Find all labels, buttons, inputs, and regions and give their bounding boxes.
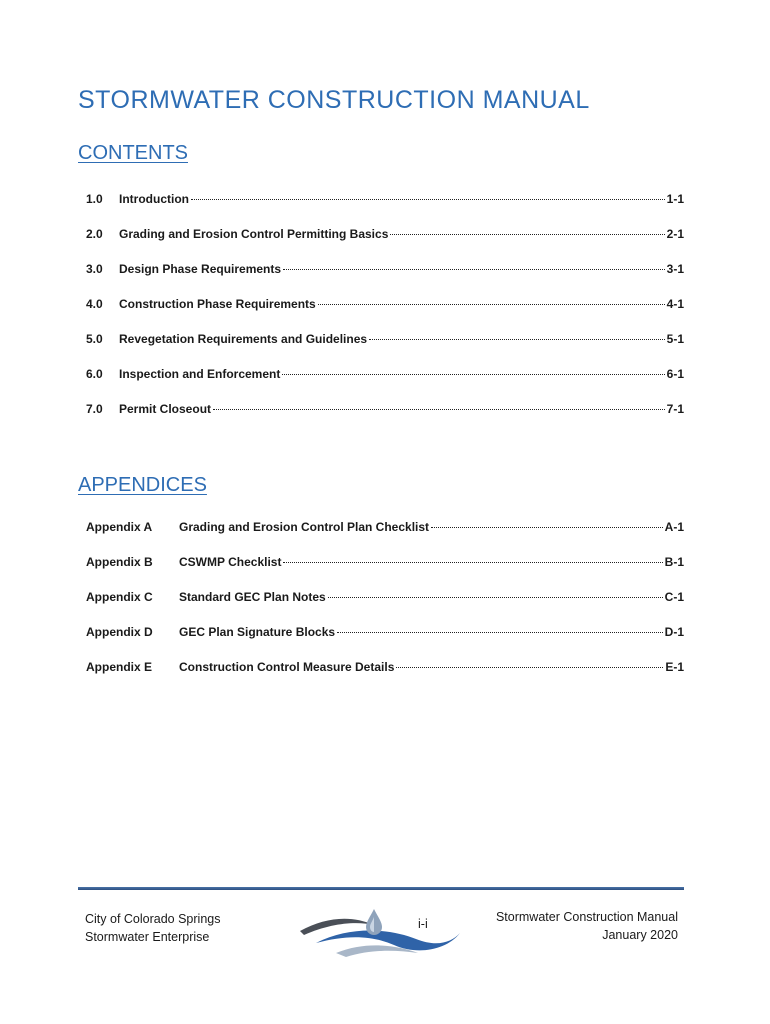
toc-entry-label: Introduction xyxy=(119,192,189,206)
toc-entry-revegetation[interactable] xyxy=(86,332,684,348)
appendix-entry-number: Appendix C xyxy=(86,590,153,604)
appendix-entry-e[interactable] xyxy=(86,660,684,676)
appendix-entry-page: B-1 xyxy=(664,555,684,569)
appendix-entry-label: Construction Control Measure Details xyxy=(179,660,395,674)
toc-entry-page: 4-1 xyxy=(666,297,684,311)
toc-entry-number: 4.0 xyxy=(86,297,103,311)
toc-entry-page: 1-1 xyxy=(666,192,684,206)
toc-entry-number: 7.0 xyxy=(86,402,103,416)
toc-entry-page: 7-1 xyxy=(666,402,684,416)
dot-leader xyxy=(369,329,665,340)
appendix-entry-d[interactable] xyxy=(86,625,684,641)
appendices-heading: APPENDICES xyxy=(78,474,207,496)
appendix-entry-label: Standard GEC Plan Notes xyxy=(179,590,326,604)
appendix-entry-page: A-1 xyxy=(664,520,684,534)
toc-entry-label: Design Phase Requirements xyxy=(119,262,282,276)
dot-leader xyxy=(390,224,664,235)
appendix-entry-label: CSWMP Checklist xyxy=(179,555,282,569)
contents-heading: CONTENTS xyxy=(78,142,188,164)
toc-entry-number: 1.0 xyxy=(86,192,103,206)
dot-leader xyxy=(337,622,663,633)
toc-entry-page: 6-1 xyxy=(666,367,684,381)
appendix-entry-page: D-1 xyxy=(664,625,684,639)
dot-leader xyxy=(213,399,665,410)
toc-entry-label: Revegetation Requirements and Guidelines xyxy=(119,332,368,346)
toc-entry-number: 2.0 xyxy=(86,227,103,241)
toc-entry-introduction[interactable] xyxy=(86,192,684,208)
toc-entry-construction-phase[interactable] xyxy=(86,297,684,313)
toc-entry-permit-closeout[interactable] xyxy=(86,402,684,418)
dot-leader xyxy=(191,189,665,200)
appendix-entry-number: Appendix E xyxy=(86,660,153,674)
dot-leader xyxy=(283,259,665,270)
dot-leader xyxy=(431,517,663,528)
appendix-entry-label: GEC Plan Signature Blocks xyxy=(179,625,336,639)
appendix-entry-number: Appendix A xyxy=(86,520,153,534)
toc-entry-number: 5.0 xyxy=(86,332,103,346)
toc-entry-label: Permit Closeout xyxy=(119,402,212,416)
appendix-entry-a[interactable] xyxy=(86,520,684,536)
footer-organization xyxy=(85,910,220,946)
toc-entry-page: 3-1 xyxy=(666,262,684,276)
toc-entry-label: Construction Phase Requirements xyxy=(119,297,316,311)
appendix-entry-number: Appendix B xyxy=(86,555,153,569)
footer-rule xyxy=(78,887,684,890)
footer-doc-line2: January 2020 xyxy=(602,928,678,942)
dot-leader xyxy=(328,587,663,598)
toc-entry-permitting-basics[interactable] xyxy=(86,227,684,243)
dot-leader xyxy=(318,294,665,305)
toc-entry-number: 3.0 xyxy=(86,262,103,276)
appendix-entry-b[interactable] xyxy=(86,555,684,571)
toc-entry-page: 5-1 xyxy=(666,332,684,346)
toc-entry-number: 6.0 xyxy=(86,367,103,381)
footer-org-line2: Stormwater Enterprise xyxy=(85,930,210,944)
toc-entry-label: Inspection and Enforcement xyxy=(119,367,281,381)
dot-leader xyxy=(283,552,662,563)
appendix-entry-label: Grading and Erosion Control Plan Checklist xyxy=(179,520,430,534)
appendix-entry-page: C-1 xyxy=(664,590,684,604)
footer-doc-line1: Stormwater Construction Manual xyxy=(495,910,678,924)
appendix-entry-number: Appendix D xyxy=(86,625,153,639)
footer-org-line1: City of Colorado Springs xyxy=(85,912,221,926)
dot-leader xyxy=(396,657,663,668)
toc-entry-page: 2-1 xyxy=(666,227,684,241)
dot-leader xyxy=(282,364,664,375)
appendix-entry-c[interactable] xyxy=(86,590,684,606)
document-title: STORMWATER CONSTRUCTION MANUAL xyxy=(78,86,590,114)
toc-entry-inspection[interactable] xyxy=(86,367,684,383)
toc-entry-design-phase[interactable] xyxy=(86,262,684,278)
footer-document-info xyxy=(496,908,678,944)
footer-page-number: i-i xyxy=(418,917,428,931)
appendix-entry-page: E-1 xyxy=(665,660,684,674)
stormwater-waves-droplet-logo-icon xyxy=(296,903,462,959)
toc-entry-label: Grading and Erosion Control Permitting Basics xyxy=(119,227,389,241)
